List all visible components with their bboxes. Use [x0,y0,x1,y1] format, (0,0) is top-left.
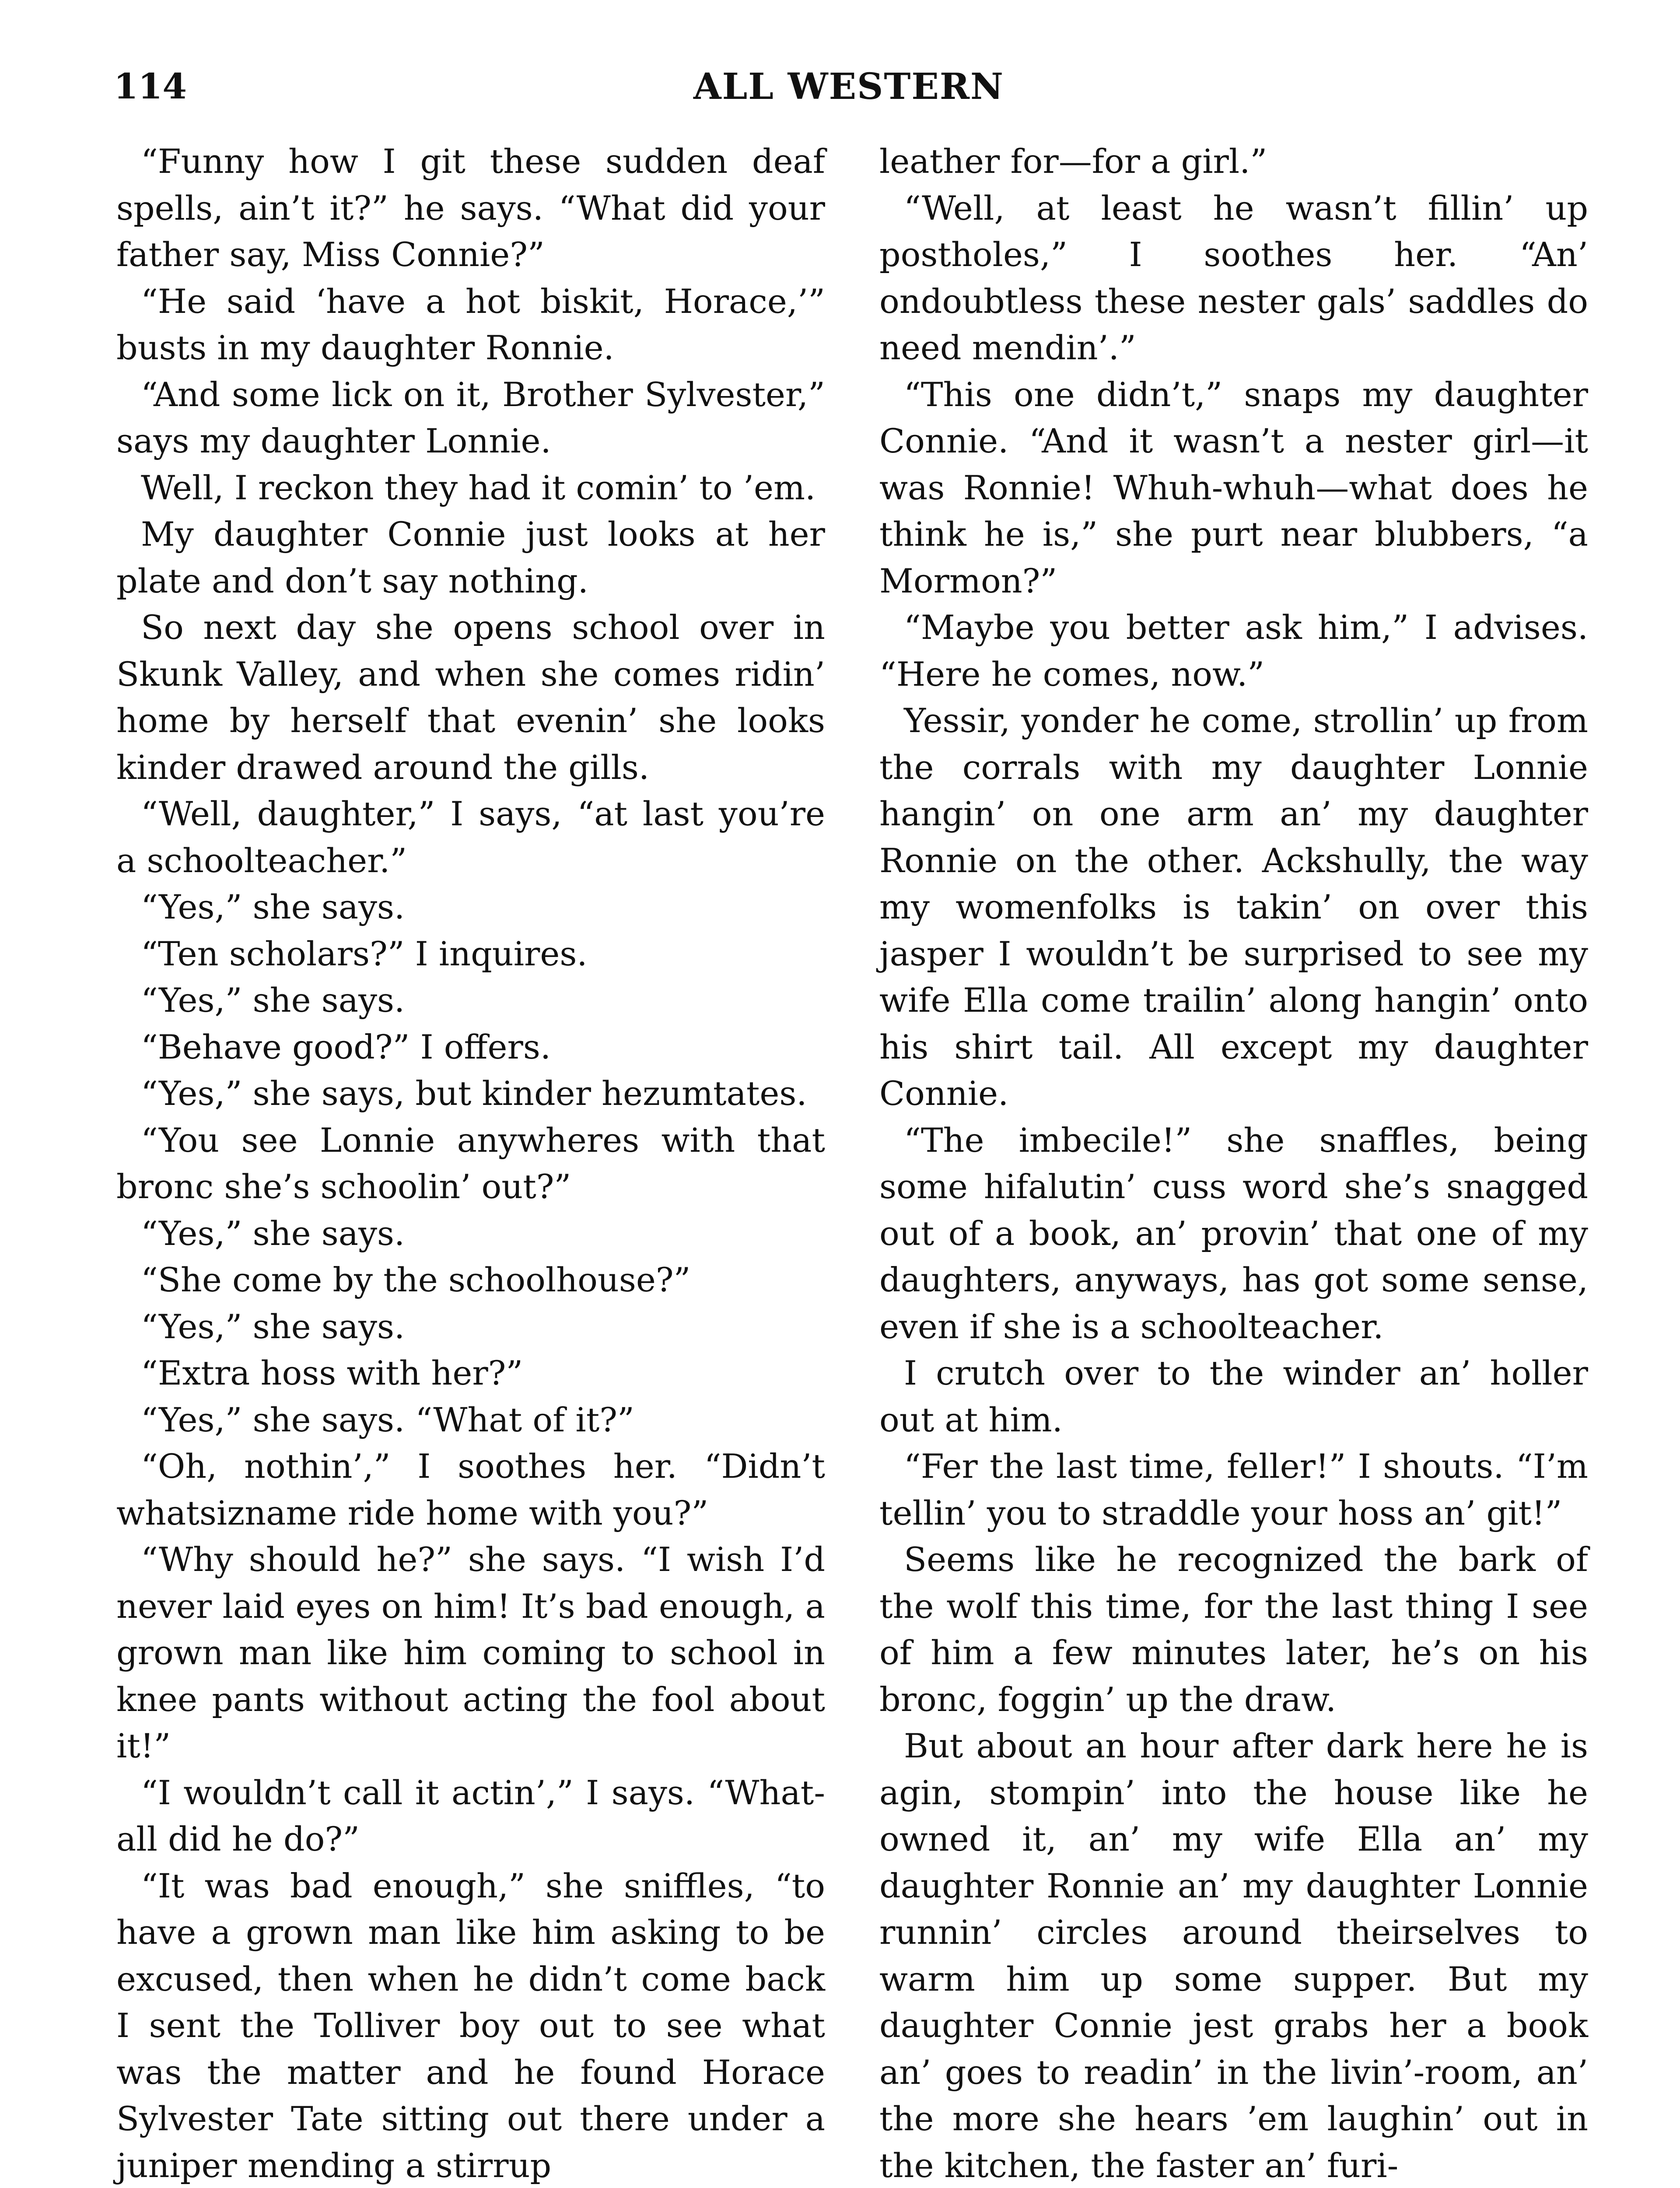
paragraph: But about an hour after dark here he is agin, stompin’ into the house like he owned it, an’ my wife Ella an’ my daughter Ronnie an’ my daughter Lonnie runnin’ circles around theirselves to warm him up some supper. But my daughter Connie jest grabs her a book an’ goes to readin’ in the livin’-room, an’ the more she hears ’em laughin’ out in the kitchen, the faster an’ furi- [879,1726,1588,2185]
left-text-column [116,138,825,2188]
paragraph: “This one didn’t,” snaps my daughter Connie. “And it wasn’t a nester girl—it was Ronnie! Whuh-whuh—what does he think he is,” she purt near blubbers, “a Mormon?” [879,375,1588,600]
paragraph: “Fer the last time, feller!” I shouts. “I’m tellin’ you to straddle your hoss an’ git!” [879,1447,1588,1532]
paragraph: “Why should he?” she says. “I wish I’d never laid eyes on him! It’s bad enough, a grown man like him coming to school in knee pants without acting the fool about it!” [116,1540,825,1765]
paragraph-continued: leather for—for a girl.” [879,142,1267,181]
paragraph: “Well, at least he wasn’t fillin’ up postholes,” I soothes her. “An’ ondoubtless these nester gals’ saddles do need mendin’.” [879,188,1588,367]
paragraph: “Yes,” she says, but kinder hezumtates. [141,1074,807,1113]
right-text-column [879,138,1588,2188]
paragraph: “Maybe you better ask him,” I advises. “Here he comes, now.” [879,608,1588,694]
paragraph: “She come by the schoolhouse?” [141,1260,691,1299]
paragraph: “I wouldn’t call it actin’,” I says. “What-all did he do?” [116,1773,825,1858]
paragraph: “Yes,” she says. “What of it?” [141,1400,634,1439]
page-header [114,66,1584,114]
paragraph: “Yes,” she says. [141,887,405,926]
paragraph: My daughter Connie just looks at her plate and don’t say nothing. [116,515,825,600]
paragraph: “Ten scholars?” I inquires. [141,934,588,973]
paragraph: “And some lick on it, Brother Sylvester,” says my daughter Lonnie. [116,375,825,460]
paragraph: “Funny how I git these sudden deaf spells, ain’t it?” he says. “What did your father say, Miss Connie?” [116,142,825,274]
paragraph: “The imbecile!” she snaffles, being some hifalutin’ cuss word she’s snagged out of a book, an’ provin’ that one of my daughters, anyways, has got some sense, even if she is a schoolteacher. [879,1120,1588,1346]
paragraph: Yessir, yonder he come, strollin’ up from the corrals with my daughter Lonnie hangin’ on one arm an’ my daughter Ronnie on the other. Ackshully, the way my womenfolks is takin’ on over this jasper I wouldn’t be surprised to see my wife Ella come trailin’ along hangin’ onto his shirt tail. All except my daughter Connie. [879,701,1588,1113]
paragraph: I crutch over to the winder an’ holler out at him. [879,1353,1588,1439]
page-number: 114 [114,66,187,107]
paragraph: “It was bad enough,” she sniffles, “to have a grown man like him asking to be excused, then when he didn’t come back I sent the Tolliver boy out to see what was the matter and he found Horace Sylvester Tate sitting out there under a juniper mending a stirrup [116,1866,825,2185]
paragraph: “He said ‘have a hot biskit, Horace,’” busts in my daughter Ronnie. [116,281,825,367]
paragraph: Seems like he recognized the bark of the wolf this time, for the last thing I see of him a few minutes later, he’s on his bronc, foggin’ up the draw. [879,1540,1588,1719]
paragraph: “Extra hoss with her?” [141,1353,523,1392]
paragraph: “Well, daughter,” I says, “at last you’re a schoolteacher.” [116,794,825,880]
paragraph: “Behave good?” I offers. [141,1027,551,1066]
paragraph: “Yes,” she says. [141,1307,405,1346]
paragraph: Well, I reckon they had it comin’ to ’em. [141,468,816,507]
paragraph: “You see Lonnie anywheres with that bronc she’s schoolin’ out?” [116,1120,825,1206]
paragraph: “Yes,” she says. [141,981,405,1020]
paragraph: “Yes,” she says. [141,1213,405,1253]
paragraph: So next day she opens school over in Skunk Valley, and when she comes ridin’ home by herself that evenin’ she looks kinder drawed around the gills. [116,608,825,787]
running-title: ALL WESTERN [693,66,1004,108]
paragraph: “Oh, nothin’,” I soothes her. “Didn’t whatsizname ride home with you?” [116,1447,825,1532]
